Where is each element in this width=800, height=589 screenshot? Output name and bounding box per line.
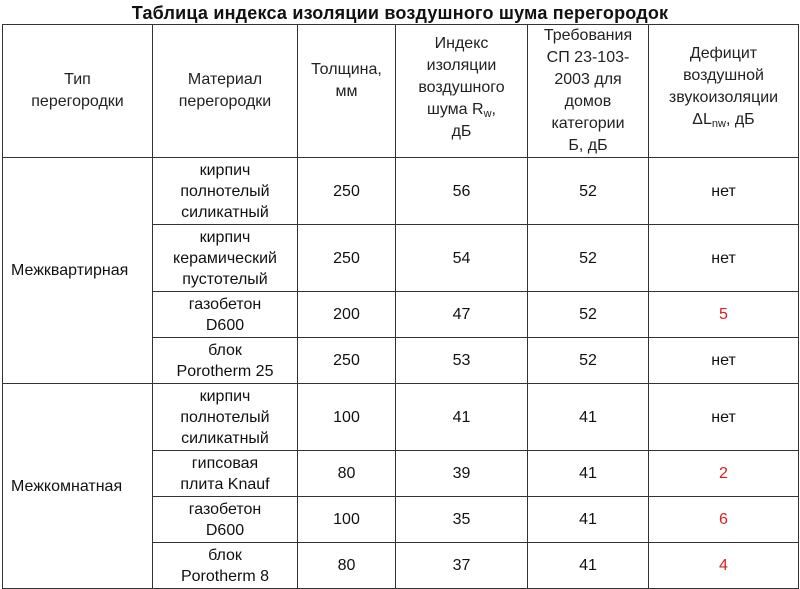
thickness-cell: 250 <box>298 338 396 384</box>
insulation-table <box>2 24 799 589</box>
material-cell: кирпич керамический пустотелый <box>153 225 298 292</box>
material-cell: кирпич полнотелый силикатный <box>153 158 298 225</box>
header-type: Тип перегородки <box>3 25 153 158</box>
material-cell: гипсовая плита Knauf <box>153 451 298 497</box>
requirement-cell: 41 <box>528 384 649 451</box>
header-index: Индекс изоляции воздушного шума $R_w$, дБ <box>396 25 528 158</box>
header-deficit: Дефицит воздушной звукоизоляции $\Delta L_{nw}$, дБ <box>649 25 799 158</box>
requirement-cell: 41 <box>528 497 649 543</box>
thickness-cell: 80 <box>298 451 396 497</box>
deficit-cell: нет <box>649 158 799 225</box>
material-cell: блок Porotherm 8 <box>153 543 298 589</box>
header-requirement: Требования СП 23-103- 2003 для домов категории Б, дБ <box>528 25 649 158</box>
header-thickness: Толщина, мм <box>298 25 396 158</box>
thickness-cell: 100 <box>298 497 396 543</box>
requirement-cell: 52 <box>528 225 649 292</box>
requirement-cell: 52 <box>528 158 649 225</box>
deficit-cell: 5 <box>649 292 799 338</box>
material-cell: газобетон D600 <box>153 292 298 338</box>
requirement-cell: 52 <box>528 292 649 338</box>
index-cell: 35 <box>396 497 528 543</box>
index-cell: 53 <box>396 338 528 384</box>
deficit-cell: 2 <box>649 451 799 497</box>
material-cell: кирпич полнотелый силикатный <box>153 384 298 451</box>
header-material: Материал перегородки <box>153 25 298 158</box>
material-cell: газобетон D600 <box>153 497 298 543</box>
header-row <box>3 25 799 158</box>
thickness-cell: 250 <box>298 158 396 225</box>
requirement-cell: 41 <box>528 543 649 589</box>
table-title: Таблица индекса изоляции воздушного шума перегородок <box>131 3 669 23</box>
deficit-cell: нет <box>649 384 799 451</box>
deficit-cell: 4 <box>649 543 799 589</box>
deficit-cell: 6 <box>649 497 799 543</box>
thickness-cell: 80 <box>298 543 396 589</box>
index-cell: 37 <box>396 543 528 589</box>
table-row <box>3 384 799 451</box>
thickness-cell: 250 <box>298 225 396 292</box>
index-cell: 39 <box>396 451 528 497</box>
index-cell: 47 <box>396 292 528 338</box>
index-cell: 54 <box>396 225 528 292</box>
deficit-cell: нет <box>649 225 799 292</box>
partition-type-cell: Межкомнатная <box>3 384 153 589</box>
thickness-cell: 100 <box>298 384 396 451</box>
requirement-cell: 52 <box>528 338 649 384</box>
table-row <box>3 158 799 225</box>
thickness-cell: 200 <box>298 292 396 338</box>
deficit-cell: нет <box>649 338 799 384</box>
index-cell: 56 <box>396 158 528 225</box>
requirement-cell: 41 <box>528 451 649 497</box>
material-cell: блок Porotherm 25 <box>153 338 298 384</box>
partition-type-cell: Межквартирная <box>3 158 153 384</box>
index-cell: 41 <box>396 384 528 451</box>
